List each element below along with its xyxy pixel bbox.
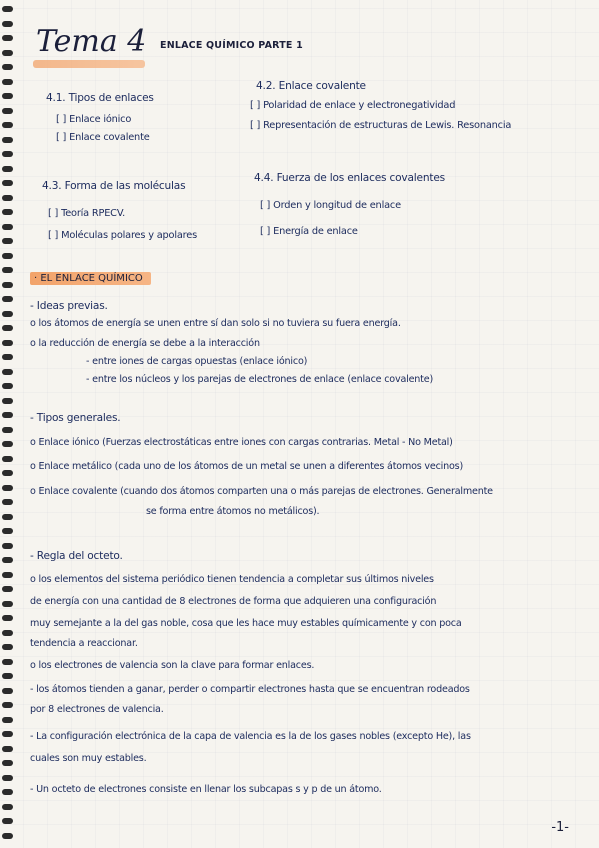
binding-hole [2, 340, 13, 346]
ideas-title: - Ideas previas. [30, 300, 108, 312]
toc-4-3-item-2: [ ] Moléculas polares y apolares [48, 230, 198, 241]
binding-hole [2, 253, 13, 259]
toc-4-3-title: 4.3. Forma de las moléculas [42, 180, 186, 192]
binding-hole [2, 238, 13, 244]
binding-hole [2, 485, 13, 491]
tipos-title: - Tipos generales. [30, 412, 121, 424]
binding-hole [2, 659, 13, 665]
toc-4-4-item-1: [ ] Orden y longitud de enlace [260, 200, 401, 211]
binding-hole [2, 151, 13, 157]
binding-hole [2, 195, 13, 201]
ideas-line-3: - entre iones de cargas opuestas (enlace iónico) [86, 356, 308, 367]
binding-hole [2, 760, 13, 766]
toc-4-1-item-2: [ ] Enlace covalente [56, 132, 150, 143]
binding-hole [2, 64, 13, 70]
binding-hole [2, 296, 13, 302]
octeto-line-8: - La configuración electrónica de la capa de valencia es la de los gases nobles (excepto He), las [30, 731, 471, 742]
tipos-line-1: o Enlace iónico (Fuerzas electrostáticas entre iones con cargas contrarias. Metal - No Metal) [30, 437, 453, 448]
binding-hole [2, 398, 13, 404]
binding-hole [2, 369, 13, 375]
binding-hole [2, 224, 13, 230]
binding-hole [2, 79, 13, 85]
octeto-line-3: muy semejante a la del gas noble, cosa que les hace muy estables químicamente y con poca [30, 618, 462, 629]
title-highlight [33, 60, 145, 68]
toc-4-1-title: 4.1. Tipos de enlaces [46, 92, 154, 104]
binding-hole [2, 528, 13, 534]
binding-hole [2, 122, 13, 128]
binding-hole [2, 267, 13, 273]
page-number: -1- [551, 820, 569, 835]
binding-hole [2, 572, 13, 578]
octeto-line-9: cuales son muy estables. [30, 753, 147, 764]
ideas-line-1: o los átomos de energía se unen entre sí dan solo si no tuviera su fuera energía. [30, 318, 401, 329]
binding-hole [2, 789, 13, 795]
toc-4-4-item-2: [ ] Energía de enlace [260, 226, 358, 237]
binding-hole [2, 731, 13, 737]
binding-hole [2, 601, 13, 607]
binding-hole [2, 615, 13, 621]
binding-hole [2, 673, 13, 679]
binding-hole [2, 746, 13, 752]
octeto-line-5: o los electrones de valencia son la clave para formar enlaces. [30, 660, 315, 671]
binding-hole [2, 456, 13, 462]
binding-hole [2, 383, 13, 389]
octeto-line-6: - los átomos tienden a ganar, perder o compartir electrones hasta que se encuentran rodeados [30, 684, 470, 695]
binding-hole [2, 557, 13, 563]
octeto-line-4: tendencia a reaccionar. [30, 638, 138, 649]
binding-hole [2, 282, 13, 288]
octeto-title: - Regla del octeto. [30, 550, 123, 562]
binding-hole [2, 630, 13, 636]
octeto-line-2: de energía con una cantidad de 8 electrones de forma que adquieren una configuración [30, 596, 437, 607]
ideas-line-4: - entre los núcleos y los parejas de electrones de enlace (enlace covalente) [86, 374, 433, 385]
octeto-line-7: por 8 electrones de valencia. [30, 704, 164, 715]
octeto-line-1: o los elementos del sistema periódico tienen tendencia a completar sus últimos niveles [30, 574, 434, 585]
binding-hole [2, 427, 13, 433]
spiral-binding [2, 6, 14, 842]
binding-hole [2, 6, 13, 12]
page-title: Tema 4 [36, 24, 147, 59]
binding-hole [2, 35, 13, 41]
section-heading: · EL ENLACE QUÍMICO [30, 272, 151, 285]
page-subtitle: ENLACE QUÍMICO PARTE 1 [160, 40, 303, 51]
binding-hole [2, 93, 13, 99]
binding-hole [2, 470, 13, 476]
binding-hole [2, 818, 13, 824]
binding-hole [2, 209, 13, 215]
binding-hole [2, 499, 13, 505]
binding-hole [2, 311, 13, 317]
binding-hole [2, 21, 13, 27]
binding-hole [2, 702, 13, 708]
binding-hole [2, 644, 13, 650]
tipos-line-4: se forma entre átomos no metálicos). [146, 506, 320, 517]
tipos-line-3: o Enlace covalente (cuando dos átomos comparten una o más parejas de electrones. Generalmente [30, 486, 493, 497]
binding-hole [2, 775, 13, 781]
toc-4-4-title: 4.4. Fuerza de los enlaces covalentes [254, 172, 445, 184]
binding-hole [2, 50, 13, 56]
binding-hole [2, 412, 13, 418]
toc-4-2-title: 4.2. Enlace covalente [256, 80, 366, 92]
binding-hole [2, 586, 13, 592]
binding-hole [2, 717, 13, 723]
binding-hole [2, 166, 13, 172]
binding-hole [2, 137, 13, 143]
toc-4-2-item-2: [ ] Representación de estructuras de Lewis. Resonancia [250, 120, 512, 131]
octeto-line-10: - Un octeto de electrones consiste en llenar los subcapas s y p de un átomo. [30, 784, 382, 795]
binding-hole [2, 325, 13, 331]
tipos-line-2: o Enlace metálico (cada uno de los átomos de un metal se unen a diferentes átomos vecinos) [30, 461, 464, 472]
binding-hole [2, 108, 13, 114]
binding-hole [2, 180, 13, 186]
binding-hole [2, 354, 13, 360]
toc-4-2-item-1: [ ] Polaridad de enlace y electronegatividad [250, 100, 456, 111]
binding-hole [2, 804, 13, 810]
binding-hole [2, 833, 13, 839]
toc-4-3-item-1: [ ] Teoría RPECV. [48, 208, 125, 219]
binding-hole [2, 543, 13, 549]
binding-hole [2, 441, 13, 447]
toc-4-1-item-1: [ ] Enlace iónico [56, 114, 132, 125]
binding-hole [2, 514, 13, 520]
binding-hole [2, 688, 13, 694]
ideas-line-2: o la reducción de energía se debe a la interacción [30, 338, 260, 349]
